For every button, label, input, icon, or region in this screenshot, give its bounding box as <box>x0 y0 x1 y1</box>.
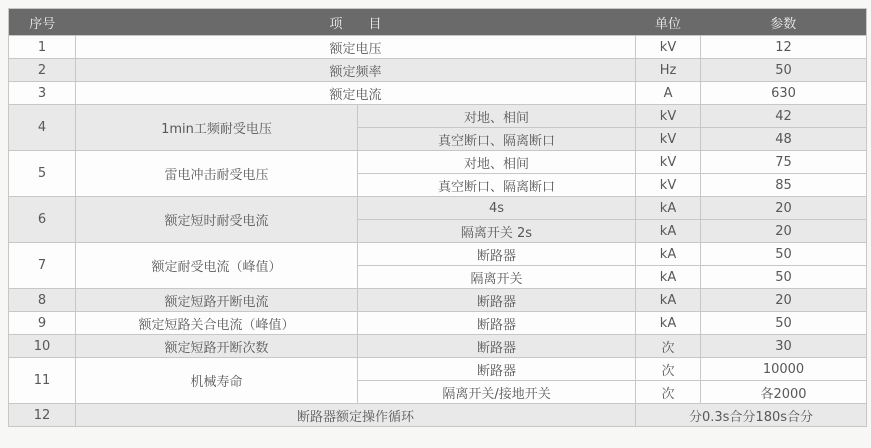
value-cell: 20 <box>701 197 867 220</box>
value-cell: 85 <box>701 174 867 197</box>
unit-cell: A <box>636 82 701 105</box>
unit-cell: kA <box>636 197 701 220</box>
item-cell: 断路器额定操作循环 <box>76 404 636 427</box>
header-serial: 序号 <box>9 9 76 36</box>
unit-cell: kV <box>636 105 701 128</box>
subitem-cell: 4s <box>358 197 636 220</box>
table-row <box>9 59 867 82</box>
header-item: 项 目 <box>76 9 636 36</box>
unit-cell: 次 <box>636 381 701 404</box>
serial-cell: 12 <box>9 404 76 427</box>
item-cell: 额定短路开断电流 <box>76 289 358 312</box>
table-row <box>9 151 867 174</box>
subitem-cell: 断路器 <box>358 289 636 312</box>
item-cell: 雷电冲击耐受电压 <box>76 151 358 197</box>
subitem-cell: 断路器 <box>358 243 636 266</box>
serial-cell: 1 <box>9 36 76 59</box>
value-cell: 50 <box>701 266 867 289</box>
value-cell: 20 <box>701 220 867 243</box>
unit-cell: kV <box>636 151 701 174</box>
value-cell: 各2000 <box>701 381 867 404</box>
table-row <box>9 36 867 59</box>
unit-cell: kV <box>636 128 701 151</box>
subitem-cell: 真空断口、隔离断口 <box>358 128 636 151</box>
header-param: 参数 <box>701 9 867 36</box>
value-cell: 50 <box>701 312 867 335</box>
value-cell: 42 <box>701 105 867 128</box>
subitem-cell: 真空断口、隔离断口 <box>358 174 636 197</box>
table-row <box>9 82 867 105</box>
header-unit: 单位 <box>636 9 701 36</box>
value-cell: 630 <box>701 82 867 105</box>
table-row <box>9 312 867 335</box>
item-cell: 额定短路开断次数 <box>76 335 358 358</box>
serial-cell: 5 <box>9 151 76 197</box>
subitem-cell: 断路器 <box>358 335 636 358</box>
value-cell: 分0.3s合分180s合分 <box>636 404 867 427</box>
table-row <box>9 404 867 427</box>
item-cell: 额定短路关合电流（峰值） <box>76 312 358 335</box>
subitem-cell: 隔离开关/接地开关 <box>358 381 636 404</box>
item-cell: 额定电流 <box>76 82 636 105</box>
value-cell: 30 <box>701 335 867 358</box>
serial-cell: 4 <box>9 105 76 151</box>
serial-cell: 6 <box>9 197 76 243</box>
value-cell: 10000 <box>701 358 867 381</box>
item-cell: 额定电压 <box>76 36 636 59</box>
unit-cell: kA <box>636 312 701 335</box>
spec-table <box>8 8 867 427</box>
unit-cell: Hz <box>636 59 701 82</box>
value-cell: 20 <box>701 289 867 312</box>
unit-cell: kV <box>636 174 701 197</box>
value-cell: 50 <box>701 59 867 82</box>
unit-cell: kA <box>636 289 701 312</box>
value-cell: 50 <box>701 243 867 266</box>
table-row <box>9 289 867 312</box>
serial-cell: 9 <box>9 312 76 335</box>
serial-cell: 7 <box>9 243 76 289</box>
unit-cell: 次 <box>636 358 701 381</box>
table-row <box>9 243 867 266</box>
serial-cell: 3 <box>9 82 76 105</box>
item-cell: 机械寿命 <box>76 358 358 404</box>
unit-cell: kA <box>636 220 701 243</box>
table-row <box>9 197 867 220</box>
serial-cell: 8 <box>9 289 76 312</box>
serial-cell: 10 <box>9 335 76 358</box>
item-cell: 额定频率 <box>76 59 636 82</box>
item-cell: 1min工频耐受电压 <box>76 105 358 151</box>
unit-cell: 次 <box>636 335 701 358</box>
table-row <box>9 335 867 358</box>
unit-cell: kV <box>636 36 701 59</box>
item-cell: 额定耐受电流（峰值） <box>76 243 358 289</box>
value-cell: 48 <box>701 128 867 151</box>
table-row <box>9 105 867 128</box>
serial-cell: 2 <box>9 59 76 82</box>
header-row <box>9 9 867 36</box>
unit-cell: kA <box>636 266 701 289</box>
unit-cell: kA <box>636 243 701 266</box>
subitem-cell: 隔离开关 2s <box>358 220 636 243</box>
subitem-cell: 对地、相间 <box>358 151 636 174</box>
subitem-cell: 对地、相间 <box>358 105 636 128</box>
subitem-cell: 隔离开关 <box>358 266 636 289</box>
subitem-cell: 断路器 <box>358 312 636 335</box>
item-cell: 额定短时耐受电流 <box>76 197 358 243</box>
serial-cell: 11 <box>9 358 76 404</box>
table-row <box>9 358 867 381</box>
value-cell: 12 <box>701 36 867 59</box>
subitem-cell: 断路器 <box>358 358 636 381</box>
value-cell: 75 <box>701 151 867 174</box>
